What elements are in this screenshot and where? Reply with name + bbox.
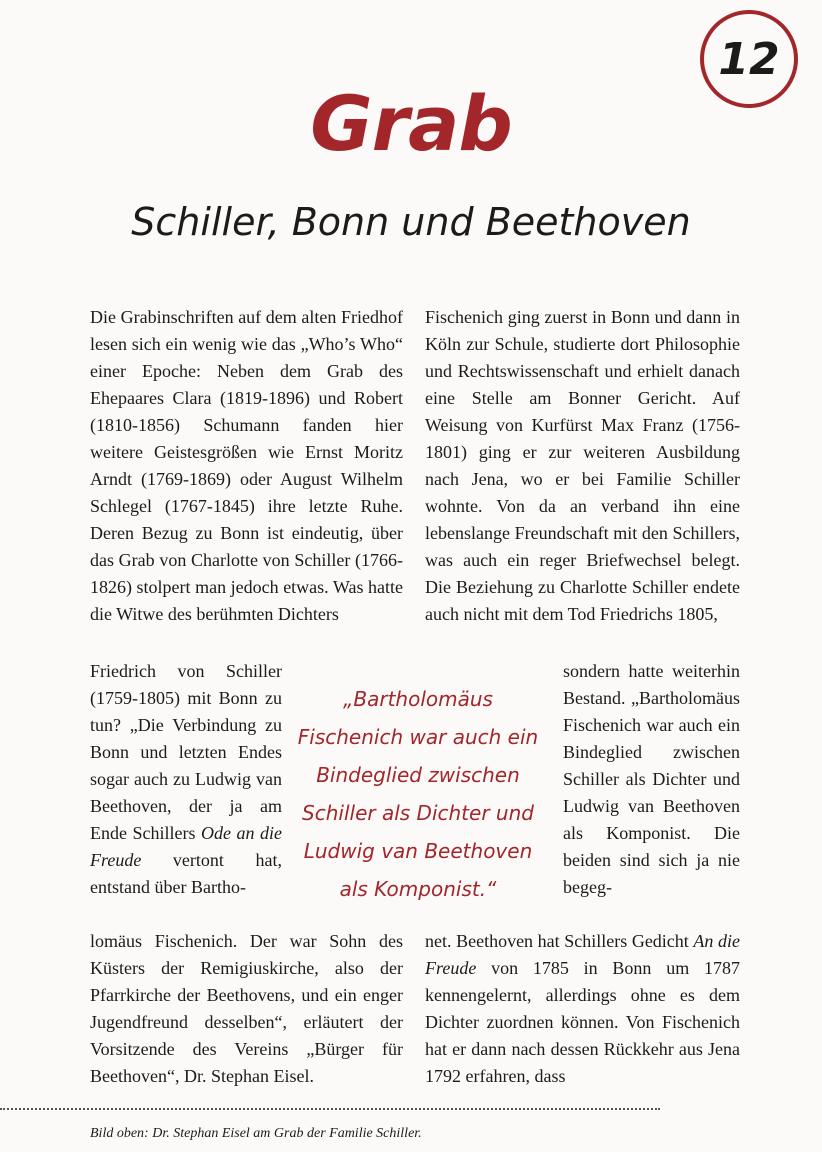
photo-caption: Bild oben: Dr. Stephan Eisel am Grab der Familie Schiller.: [90, 1126, 422, 1141]
column-2-bottom: [425, 928, 740, 1090]
caption-divider: [0, 1108, 660, 1110]
column-2-bottom-text-a: net. Beethoven hat Schillers Gedicht: [425, 931, 694, 951]
column-2-bottom-text-b: von 1785 in Bonn um 1787 kennengelernt, allerdings ohne es dem Dichter zuordnen können. Von Fischenich hat er dann nach dessen Rückkehr aus Jena 1792 erfahren, dass: [425, 958, 740, 1086]
column-1-bottom: lomäus Fischenich. Der war Sohn des Küsters der Remigiuskirche, also der Pfarrkirche der Beethovens, und ein enger Jugendfreund desselben“, erläutert der Vorsitzende des Vereins „Bürger für Beethoven“, Dr. Stephan Eisel.: [90, 931, 403, 1086]
column-1-narrow: [90, 658, 282, 901]
column-2-intro: Fischenich ging zuerst in Bonn und dann in Köln zur Schule, studierte dort Philosophie und Rechtswissenschaft und erhielt danach eine Stelle am Bonner Gericht. Auf Weisung von Kurfürst Max Franz (1756-1801) ging er zur weiteren Ausbildung nach Jena, wo er bei Familie Schiller wohnte. Von da an verband ihn eine lebenslange Freundschaft mit den Schillers, was auch ein reger Briefwechsel belegt. Die Beziehung zu Charlotte Schiller endete auch nicht mit dem Tod Friedrichs 1805,: [425, 307, 740, 624]
pull-quote: „Bartholomäus Fischenich war auch ein Bindeglied zwischen Schiller als Dichter und Ludwig van Beethoven als Komponist.“: [297, 687, 539, 901]
work-title-an-die-freude: An die Freude: [425, 931, 740, 978]
column-1-narrow-text-b: vertont hat, entstand über Bartho-: [90, 850, 282, 897]
column-2-narrow: sondern hatte weiterhin Bestand. „Bartholomäus Fischenich war auch ein Bindeglied zwischen Schiller als Dichter und Ludwig van Beethoven als Komponist. Die beiden sind sich ja nie begeg-: [563, 661, 740, 897]
page-number: 12: [700, 10, 798, 108]
column-1-narrow-text-a: Friedrich von Schiller (1759-1805) mit Bonn zu tun? „Die Verbindung zu Bonn und letzten Endes sogar auch zu Ludwig van Beethoven, der ja am Ende Schillers: [90, 661, 282, 843]
column-1-intro: Die Grabinschriften auf dem alten Friedhof lesen sich ein wenig wie das „Who’s Who“ einer Epoche: Neben dem Grab des Ehepaares Clara (1819-1896) und Robert (1810-1856) Schumann fanden hier weitere Geistesgrößen wie Ernst Moritz Arndt (1769-1869) oder August Wilhelm Schlegel (1767-1845) ihre letzte Ruhe. Deren Bezug zu Bonn ist eindeutig, über das Grab von Charlotte von Schiller (1766-1826) stolpert man jedoch etwas. Was hatte die Witwe des berühmten Dichters: [90, 307, 403, 624]
page-subtitle: Schiller, Bonn und Beethoven: [131, 200, 691, 244]
page-title: Grab: [310, 79, 512, 168]
work-title-ode: Ode an die Freude: [90, 823, 282, 870]
